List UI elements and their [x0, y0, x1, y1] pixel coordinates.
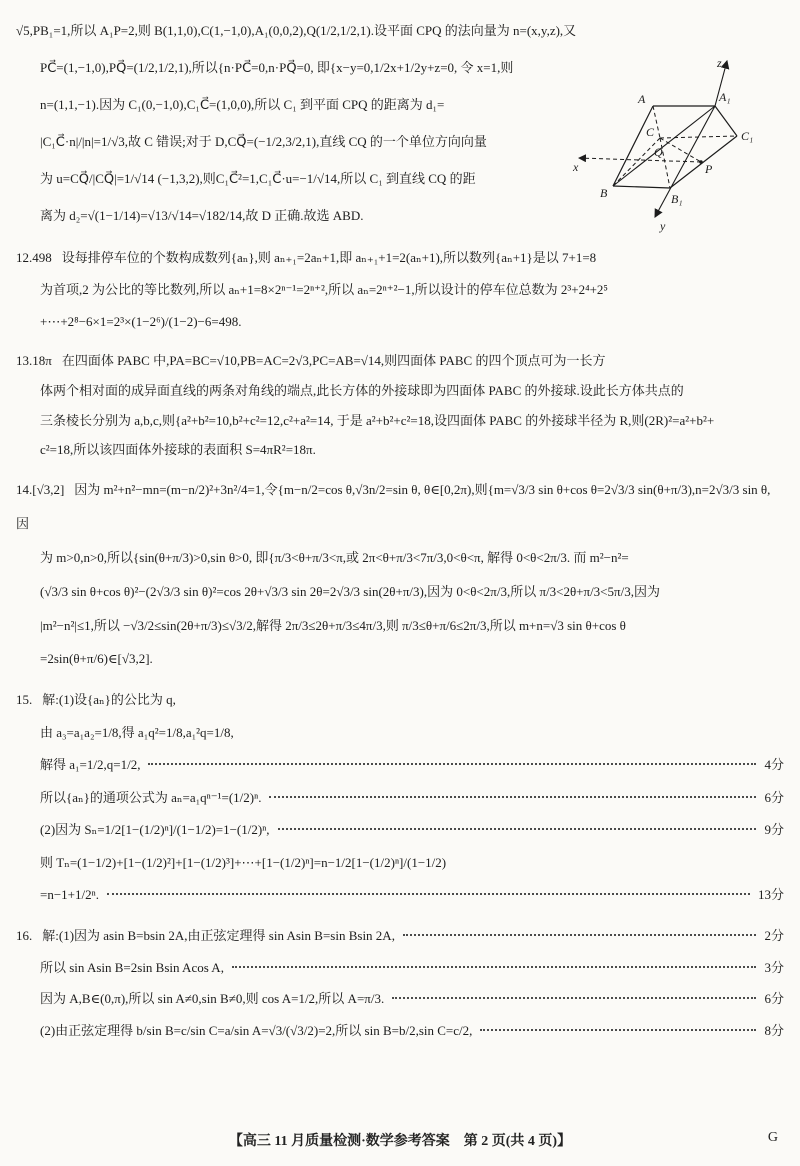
score-mark: 6分	[764, 789, 784, 805]
label-Q: Q	[654, 145, 663, 159]
solution-line	[16, 12, 784, 49]
solution-text: 由 a₃=a₁a₂=1/8,得 a₁q²=1/8,a₁²q=1/8,	[40, 724, 234, 740]
dotted-leader	[232, 966, 757, 968]
solution-text: |m²−n²|≤1,所以 −√3/2≤sin(2θ+π/3)≤√3/2,解得 2π/3≤2θ+π/3≤4π/3,则 π/3≤θ+π/6≤2π/3,所以 m+n=√3 sin θ+cos θ	[40, 617, 626, 633]
label-x-axis: x	[573, 160, 579, 174]
solution-text: +⋯+2⁸−6×1=2³×(1−2⁶)/(1−2)−6=498.	[40, 313, 242, 329]
solution-line	[40, 306, 784, 338]
solution-line-scored	[40, 952, 784, 984]
solution-text: 所以 sin Asin B=2sin Bsin Acos A,	[40, 959, 224, 975]
solution-text: 因为 A,B∈(0,π),所以 sin A≠0,sin B≠0,则 cos A=1/2,所以 A=π/3.	[40, 991, 385, 1007]
solution-text: 所以{aₙ}的通项公式为 aₙ=a₁qⁿ⁻¹=(1/2)ⁿ.	[40, 789, 262, 805]
solution-text: 则 Tₙ=(1−1/2)+[1−(1/2)²]+[1−(1/2)³]+⋯+[1−(1/2)ⁿ]=n−1/2[1−(1/2)ⁿ]/(1−1/2)	[40, 854, 447, 870]
solution-line-scored	[40, 814, 784, 847]
dotted-leader	[278, 828, 757, 830]
segment-A1B	[613, 106, 715, 186]
score-mark: 4分	[764, 757, 784, 773]
solution-text: 设每排停车位的个数构成数列{aₙ},则 aₙ₊₁=2aₙ+1,即 aₙ₊₁+1=2(aₙ+1),所以数列{aₙ+1}是以 7+1=8	[61, 250, 597, 266]
dotted-leader	[269, 796, 756, 798]
score-mark: 6分	[764, 991, 784, 1007]
section-problem-15	[16, 684, 784, 912]
solution-line-scored	[40, 782, 784, 815]
section-problem-12	[16, 242, 784, 338]
solution-line-scored	[16, 920, 784, 952]
edge-BB1	[613, 186, 670, 188]
solution-line	[40, 435, 784, 465]
solution-line	[40, 847, 784, 880]
footer-version-letter: G	[767, 1130, 778, 1145]
solution-line-scored	[40, 879, 784, 912]
section-problem-13	[16, 346, 784, 466]
solution-line	[16, 346, 784, 376]
solution-text: (2)由正弦定理得 b/sin B=c/sin C=a/sin A=√3/(√3/2)=2,所以 sin B=b/2,sin C=c/2,	[40, 1023, 473, 1039]
dotted-leader	[148, 763, 756, 765]
problem-number: 13.18π	[16, 352, 52, 368]
footer-title: 【高三 11 月质量检测·数学参考答案 第 2 页(共 4 页)】	[228, 1134, 572, 1149]
solution-text: =2sin(θ+π/6)∈[√3,2].	[40, 651, 153, 667]
edge-AC	[653, 106, 660, 138]
section-problem-11	[16, 12, 784, 234]
edge-C1B1	[670, 136, 737, 188]
dotted-leader	[403, 934, 757, 936]
solution-text: 为 u=CQ⃗/|CQ⃗|=1/√14 (−1,3,2),则C₁C⃗²=1,C₁C⃗·u=−1/√14,所以 C₁ 到直线 CQ 的距	[40, 171, 476, 187]
solution-text: |C₁C⃗·n|/|n|=1/√3,故 C 错误;对于 D,CQ⃗=(−1/2,3/2,1),直线 CQ 的一个单位方向向量	[40, 134, 487, 150]
label-A: A	[638, 92, 646, 106]
solution-line	[40, 274, 784, 306]
solution-text: (2)因为 Sₙ=1/2[1−(1/2)ⁿ]/(1−1/2)=1−(1/2)ⁿ,	[40, 822, 270, 838]
dotted-leader	[480, 1029, 756, 1031]
label-C: C	[646, 125, 655, 139]
solution-text: 三条棱长分别为 a,b,c,则{a²+b²=10,b²+c²=12,c²+a²=14, 于是 a²+b²+c²=18,设四面体 PABC 的外接球半径为 R,则(2R)²=a²+b²+	[40, 412, 715, 428]
edge-A1C1	[715, 106, 737, 136]
solution-line	[16, 242, 784, 274]
prism-figure	[568, 56, 782, 238]
page-footer	[0, 1130, 800, 1150]
solution-text: 为首项,2 为公比的等比数列,所以 aₙ+1=8×2ⁿ⁻¹=2ⁿ⁺²,所以 aₙ=2ⁿ⁺²−1,所以设计的停车位总数为 2³+2⁴+2⁵	[40, 282, 608, 298]
solution-line	[40, 717, 784, 750]
score-mark: 8分	[764, 1023, 784, 1039]
point-P-dot	[699, 160, 703, 164]
solution-line	[16, 684, 784, 717]
edge-AB	[613, 106, 653, 186]
solution-line	[40, 123, 574, 160]
score-mark: 2分	[764, 927, 784, 943]
solution-line-scored	[40, 1015, 784, 1047]
score-mark: 3分	[764, 959, 784, 975]
solution-line	[40, 406, 784, 436]
section-problem-16	[16, 920, 784, 1047]
problem-number: 14.[√3,2]	[16, 482, 65, 498]
solution-line	[40, 575, 784, 609]
solution-text: 在四面体 PABC 中,PA=BC=√10,PB=AC=2√3,PC=AB=√14,则四面体 PABC 的四个顶点可为一长方	[61, 352, 606, 368]
label-B1: B₁	[671, 192, 683, 206]
label-P: P	[705, 162, 713, 176]
edge-CB	[613, 138, 660, 186]
label-B: B	[600, 186, 608, 200]
prism-diagram	[568, 56, 782, 238]
solution-text: (√3/3 sin θ+cos θ)²−(2√3/3 sin θ)²=cos 2θ+√3/3 sin 2θ=2√3/3 sin(2θ+π/3),因为 0<θ<2π/3,所以 π/3<2θ+π/3<5π/3,因为	[40, 583, 660, 599]
solution-line	[40, 160, 574, 197]
solution-line	[40, 86, 574, 123]
score-mark: 13分	[757, 887, 784, 903]
label-C1: C₁	[741, 129, 754, 143]
solution-text: 为 m>0,n>0,所以{sin(θ+π/3)>0,sin θ>0, 即{π/3<θ+π/3<π,或 2π<θ+π/3<7π/3,0<θ<π, 解得 0<θ<2π/3. 而 m²−n²=	[40, 549, 629, 565]
dotted-leader	[107, 893, 750, 895]
solution-line-scored	[40, 749, 784, 782]
solution-text: 因为 m²+n²−mn=(m−n/2)²+3n²/4=1,令{m−n/2=cos θ,√3n/2=sin θ, θ∈[0,2π),则{m=√3/3 sin θ+cos θ=2√3/3 sin(θ+π/3),n=2√3/3 sin θ, 因	[16, 482, 771, 532]
solution-line-scored	[40, 983, 784, 1015]
solution-text: n=(1,1,−1).因为 C₁(0,−1,0),C₁C⃗=(1,0,0),所以 C₁ 到平面 CPQ 的距离为 d₁=	[40, 97, 445, 113]
label-z-axis: z	[717, 56, 722, 70]
solution-text: =n−1+1/2ⁿ.	[40, 887, 99, 903]
problem-number: 16.	[16, 927, 33, 943]
solution-line	[40, 376, 784, 406]
solution-line	[16, 473, 784, 541]
solution-line	[40, 541, 784, 575]
label-A1: A₁	[719, 90, 731, 104]
dotted-leader	[392, 997, 756, 999]
problem-number: 12.498	[16, 250, 52, 266]
solution-text: √5,PB₁=1,所以 A₁P=2,则 B(1,1,0),C(1,−1,0),A₁(0,0,2),Q(1/2,1/2,1).设平面 CPQ 的法向量为 n=(x,y,z),又	[16, 23, 577, 38]
solution-line	[40, 49, 574, 86]
solution-text: c²=18,所以该四面体外接球的表面积 S=4πR²=18π.	[40, 442, 316, 458]
solution-line	[40, 609, 784, 643]
label-y-axis: y	[660, 219, 666, 233]
solution-text: 解:(1)因为 asin B=bsin 2A,由正弦定理得 sin Asin B=sin Bsin 2A,	[42, 927, 395, 943]
solution-text: 体两个相对面的成异面直线的两条对角线的端点,此长方体的外接球即为四面体 PABC 的外接球.设此长方体共点的	[40, 382, 684, 398]
solution-text: PC⃗=(1,−1,0),PQ⃗=(1/2,1/2,1),所以{n·PC⃗=0,n·PQ⃗=0, 即{x−y=0,1/2x+1/2y+z=0, 令 x=1,则	[40, 60, 514, 76]
section-problem-14	[16, 473, 784, 676]
segment-CP	[660, 138, 701, 162]
solution-text: 离为 d₂=√(1−1/14)=√13/√14=√182/14,故 D 正确.故选 ABD.	[40, 208, 364, 224]
problem-number: 15.	[16, 692, 33, 708]
solution-text: 解得 a₁=1/2,q=1/2,	[40, 757, 141, 773]
score-mark: 9分	[764, 822, 784, 838]
solution-line	[40, 642, 784, 676]
solution-text: 解:(1)设{aₙ}的公比为 q,	[42, 692, 176, 708]
